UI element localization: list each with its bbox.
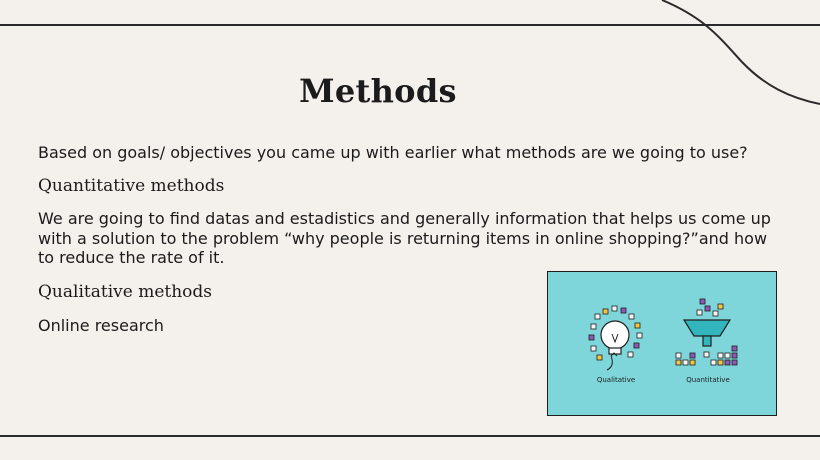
qualitative-caption: Qualitative — [596, 376, 636, 384]
qualitative-heading: Qualitative methods — [38, 282, 213, 302]
top-rule — [0, 24, 820, 26]
methods-illustration — [547, 271, 777, 416]
qualitative-text: Online research — [38, 316, 164, 335]
quantitative-heading: Quantitative methods — [38, 176, 225, 196]
quantitative-caption: Quantitative — [686, 376, 730, 384]
bottom-rule — [0, 435, 820, 437]
data-bars — [676, 346, 737, 365]
quantitative-text: We are going to find datas and estadistics and generally information that helps us come up with a solution to the problem “why people is returning items in online shopping?”and how to reduce the rate of it. — [38, 209, 771, 267]
funnel-icon — [684, 299, 730, 346]
lightbulb-icon — [601, 321, 629, 370]
illustration-graphic — [548, 272, 776, 415]
intro-text: Based on goals/ objectives you came up with earlier what methods are we going to use? — [38, 143, 748, 162]
slide-title: Methods — [299, 72, 457, 110]
